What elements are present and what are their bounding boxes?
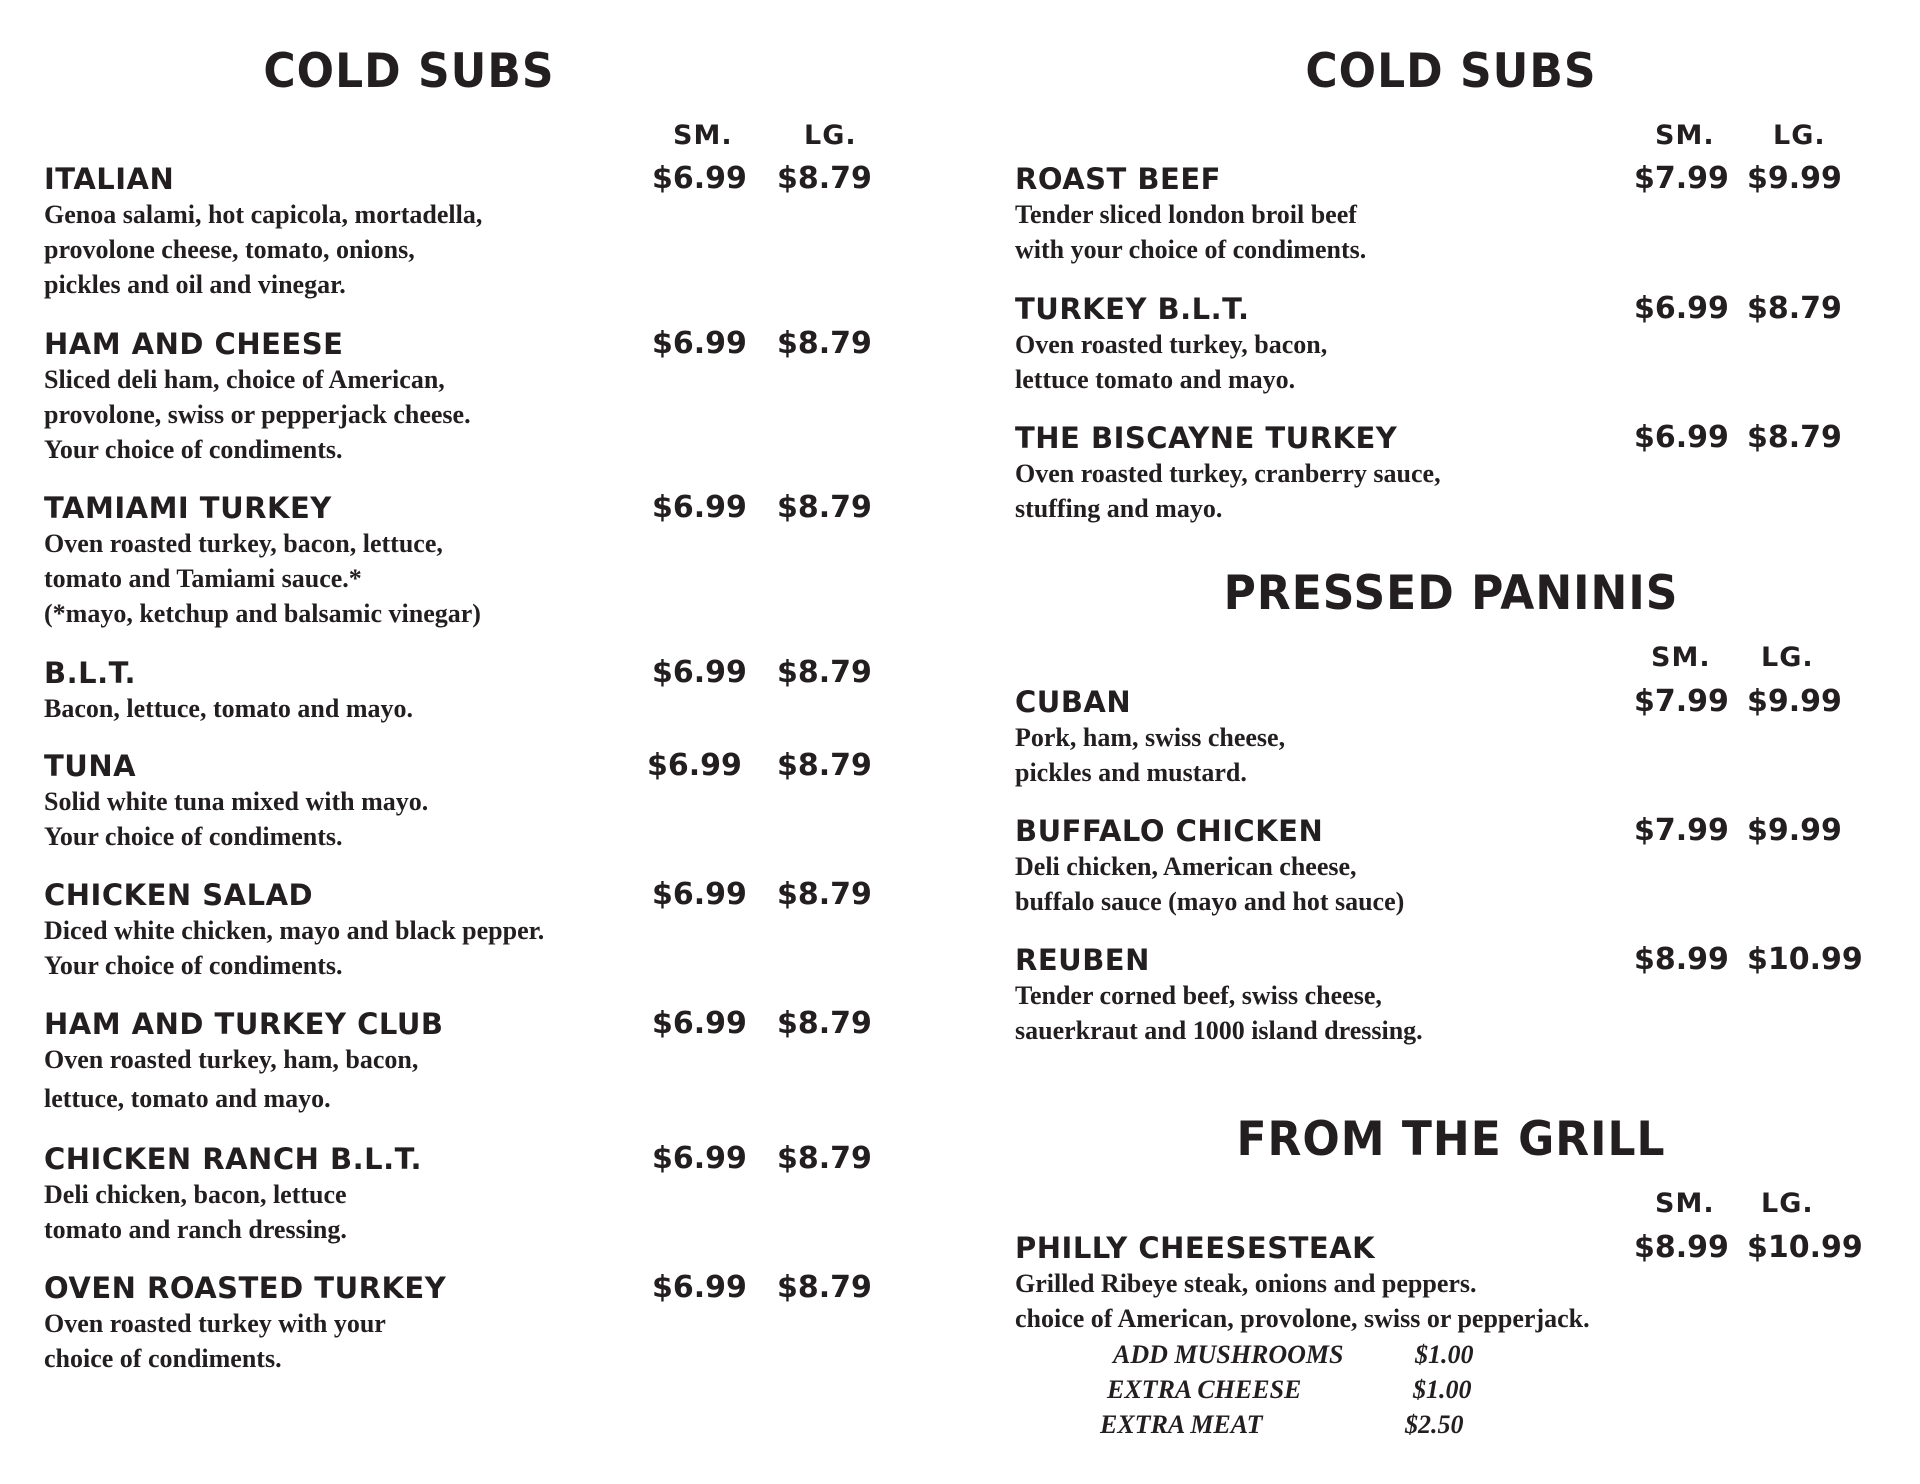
size-header-small: SM.: [1655, 1188, 1715, 1219]
menu-item: [44, 1141, 872, 1247]
price-small: $6.99: [652, 1141, 747, 1176]
addon-label: EXTRA MEAT: [1100, 1410, 1263, 1439]
menu-item: [44, 490, 872, 631]
item-name: TUNA: [44, 749, 137, 783]
price-small: $8.99: [1634, 942, 1729, 977]
menu-item: [44, 1006, 872, 1116]
price-small: $6.99: [652, 1006, 747, 1041]
price-small: $6.99: [652, 326, 747, 361]
item-description-line: with your choice of condiments.: [1015, 235, 1367, 264]
price-small: $6.99: [652, 490, 747, 525]
item-description-line: pickles and mustard.: [1015, 758, 1247, 787]
item-description-line: Oven roasted turkey, ham, bacon,: [44, 1045, 419, 1074]
item-name: OVEN ROASTED TURKEY: [44, 1271, 447, 1305]
addon-price: $1.00: [1415, 1340, 1474, 1369]
menu-item: [1015, 291, 1895, 397]
price-small: $6.99: [652, 655, 747, 690]
price-large: $8.79: [1747, 420, 1842, 455]
section-title-from-the-grill: FROM THE GRILL: [1236, 1111, 1666, 1168]
item-description-line: Solid white tuna mixed with mayo.: [44, 787, 429, 816]
addon-price: $2.50: [1405, 1410, 1464, 1439]
addon-price: $1.00: [1413, 1375, 1472, 1404]
section-title-cold-subs-continued: COLD SUBS: [1305, 43, 1597, 100]
item-description-line: Bacon, lettuce, tomato and mayo.: [44, 694, 414, 723]
item-description-line: Pork, ham, swiss cheese,: [1015, 723, 1286, 752]
item-description-line: (*mayo, ketchup and balsamic vinegar): [44, 599, 481, 628]
menu-item: [1015, 1230, 1895, 1336]
right-menu-column: [1015, 0, 1895, 1484]
price-small: $8.99: [1634, 1230, 1729, 1265]
item-description-line: sauerkraut and 1000 island dressing.: [1015, 1016, 1423, 1045]
price-large: $8.79: [777, 1141, 872, 1176]
item-name: HAM AND CHEESE: [44, 327, 344, 361]
price-large: $10.99: [1747, 942, 1863, 977]
price-large: $9.99: [1747, 813, 1842, 848]
item-name: ITALIAN: [44, 162, 175, 196]
item-description-line: choice of American, provolone, swiss or pepperjack.: [1015, 1304, 1590, 1333]
price-small: $6.99: [1634, 291, 1729, 326]
price-small: $6.99: [652, 877, 747, 912]
item-description-line: Tender corned beef, swiss cheese,: [1015, 981, 1382, 1010]
item-description-line: tomato and ranch dressing.: [44, 1215, 347, 1244]
item-description-line: Oven roasted turkey, bacon, lettuce,: [44, 529, 443, 558]
price-small: $7.99: [1634, 161, 1729, 196]
item-name: HAM AND TURKEY CLUB: [44, 1007, 444, 1041]
addon-row: [1015, 1337, 1615, 1372]
item-name: REUBEN: [1015, 943, 1150, 977]
item-description-line: Oven roasted turkey with your: [44, 1309, 386, 1338]
addon-label: ADD MUSHROOMS: [1113, 1340, 1344, 1369]
price-small: $6.99: [1634, 420, 1729, 455]
section-title-pressed-paninis: PRESSED PANINIS: [1223, 565, 1679, 622]
left-menu-column: [44, 0, 872, 1484]
item-description-line: lettuce, tomato and mayo.: [44, 1084, 331, 1113]
item-name: PHILLY CHEESESTEAK: [1015, 1231, 1376, 1265]
item-name: CHICKEN RANCH B.L.T.: [44, 1142, 422, 1176]
size-header-small: SM.: [1655, 120, 1715, 151]
item-description-line: Sliced deli ham, choice of American,: [44, 365, 445, 394]
section-title-cold-subs: COLD SUBS: [263, 43, 555, 100]
item-description-line: Oven roasted turkey, bacon,: [1015, 330, 1328, 359]
item-description-line: pickles and oil and vinegar.: [44, 270, 346, 299]
item-description-line: choice of condiments.: [44, 1344, 282, 1373]
price-small: $7.99: [1634, 813, 1729, 848]
price-small: $6.99: [652, 161, 747, 196]
item-description-line: buffalo sauce (mayo and hot sauce): [1015, 887, 1405, 916]
menu-item: [44, 655, 872, 726]
size-header-small: SM.: [1651, 642, 1711, 673]
price-large: $8.79: [1747, 291, 1842, 326]
menu-item: [44, 161, 872, 302]
item-description-line: stuffing and mayo.: [1015, 494, 1223, 523]
price-small: $6.99: [647, 748, 742, 783]
item-name: TAMIAMI TURKEY: [44, 491, 332, 525]
item-description-line: provolone, swiss or pepperjack cheese.: [44, 400, 471, 429]
item-description-line: Deli chicken, American cheese,: [1015, 852, 1357, 881]
item-description-line: Genoa salami, hot capicola, mortadella,: [44, 200, 483, 229]
menu-item: [1015, 420, 1895, 526]
item-name: BUFFALO CHICKEN: [1015, 814, 1324, 848]
price-large: $8.79: [777, 326, 872, 361]
menu-item: [1015, 942, 1895, 1048]
size-header-large: LG.: [1761, 1188, 1814, 1219]
price-large: $9.99: [1747, 161, 1842, 196]
item-name: CUBAN: [1015, 685, 1132, 719]
menu-item: [44, 877, 872, 983]
size-header-small: SM.: [673, 120, 733, 151]
item-description-line: Grilled Ribeye steak, onions and peppers.: [1015, 1269, 1477, 1298]
price-large: $8.79: [777, 748, 872, 783]
item-description-line: provolone cheese, tomato, onions,: [44, 235, 415, 264]
price-large: $8.79: [777, 490, 872, 525]
item-description-line: Oven roasted turkey, cranberry sauce,: [1015, 459, 1441, 488]
item-name: THE BISCAYNE TURKEY: [1015, 421, 1398, 455]
price-small: $7.99: [1634, 684, 1729, 719]
menu-item: [44, 326, 872, 467]
item-description-line: lettuce tomato and mayo.: [1015, 365, 1296, 394]
menu-item: [1015, 684, 1895, 790]
item-name: TURKEY B.L.T.: [1015, 292, 1250, 326]
grill-addons: [1015, 1337, 1615, 1442]
price-large: $10.99: [1747, 1230, 1863, 1265]
price-large: $8.79: [777, 161, 872, 196]
menu-item: [1015, 813, 1895, 919]
item-description-line: Your choice of condiments.: [44, 435, 343, 464]
addon-row: [1015, 1407, 1615, 1442]
item-description-line: Diced white chicken, mayo and black pepper.: [44, 916, 545, 945]
menu-item: [1015, 161, 1895, 267]
item-description-line: Your choice of condiments.: [44, 822, 343, 851]
addon-label: EXTRA CHEESE: [1107, 1375, 1302, 1404]
price-large: $8.79: [777, 877, 872, 912]
item-description-line: Your choice of condiments.: [44, 951, 343, 980]
size-header-large: LG.: [804, 120, 857, 151]
item-description-line: tomato and Tamiami sauce.*: [44, 564, 362, 593]
item-name: ROAST BEEF: [1015, 162, 1221, 196]
price-small: $6.99: [652, 1270, 747, 1305]
size-header-large: LG.: [1761, 642, 1814, 673]
addon-row: [1015, 1372, 1615, 1407]
item-name: CHICKEN SALAD: [44, 878, 314, 912]
item-name: B.L.T.: [44, 656, 137, 690]
price-large: $8.79: [777, 655, 872, 690]
item-description-line: Tender sliced london broil beef: [1015, 200, 1357, 229]
price-large: $8.79: [777, 1006, 872, 1041]
price-large: $8.79: [777, 1270, 872, 1305]
menu-item: [44, 748, 872, 854]
size-header-large: LG.: [1773, 120, 1826, 151]
price-large: $9.99: [1747, 684, 1842, 719]
item-description-line: Deli chicken, bacon, lettuce: [44, 1180, 347, 1209]
menu-item: [44, 1270, 872, 1376]
